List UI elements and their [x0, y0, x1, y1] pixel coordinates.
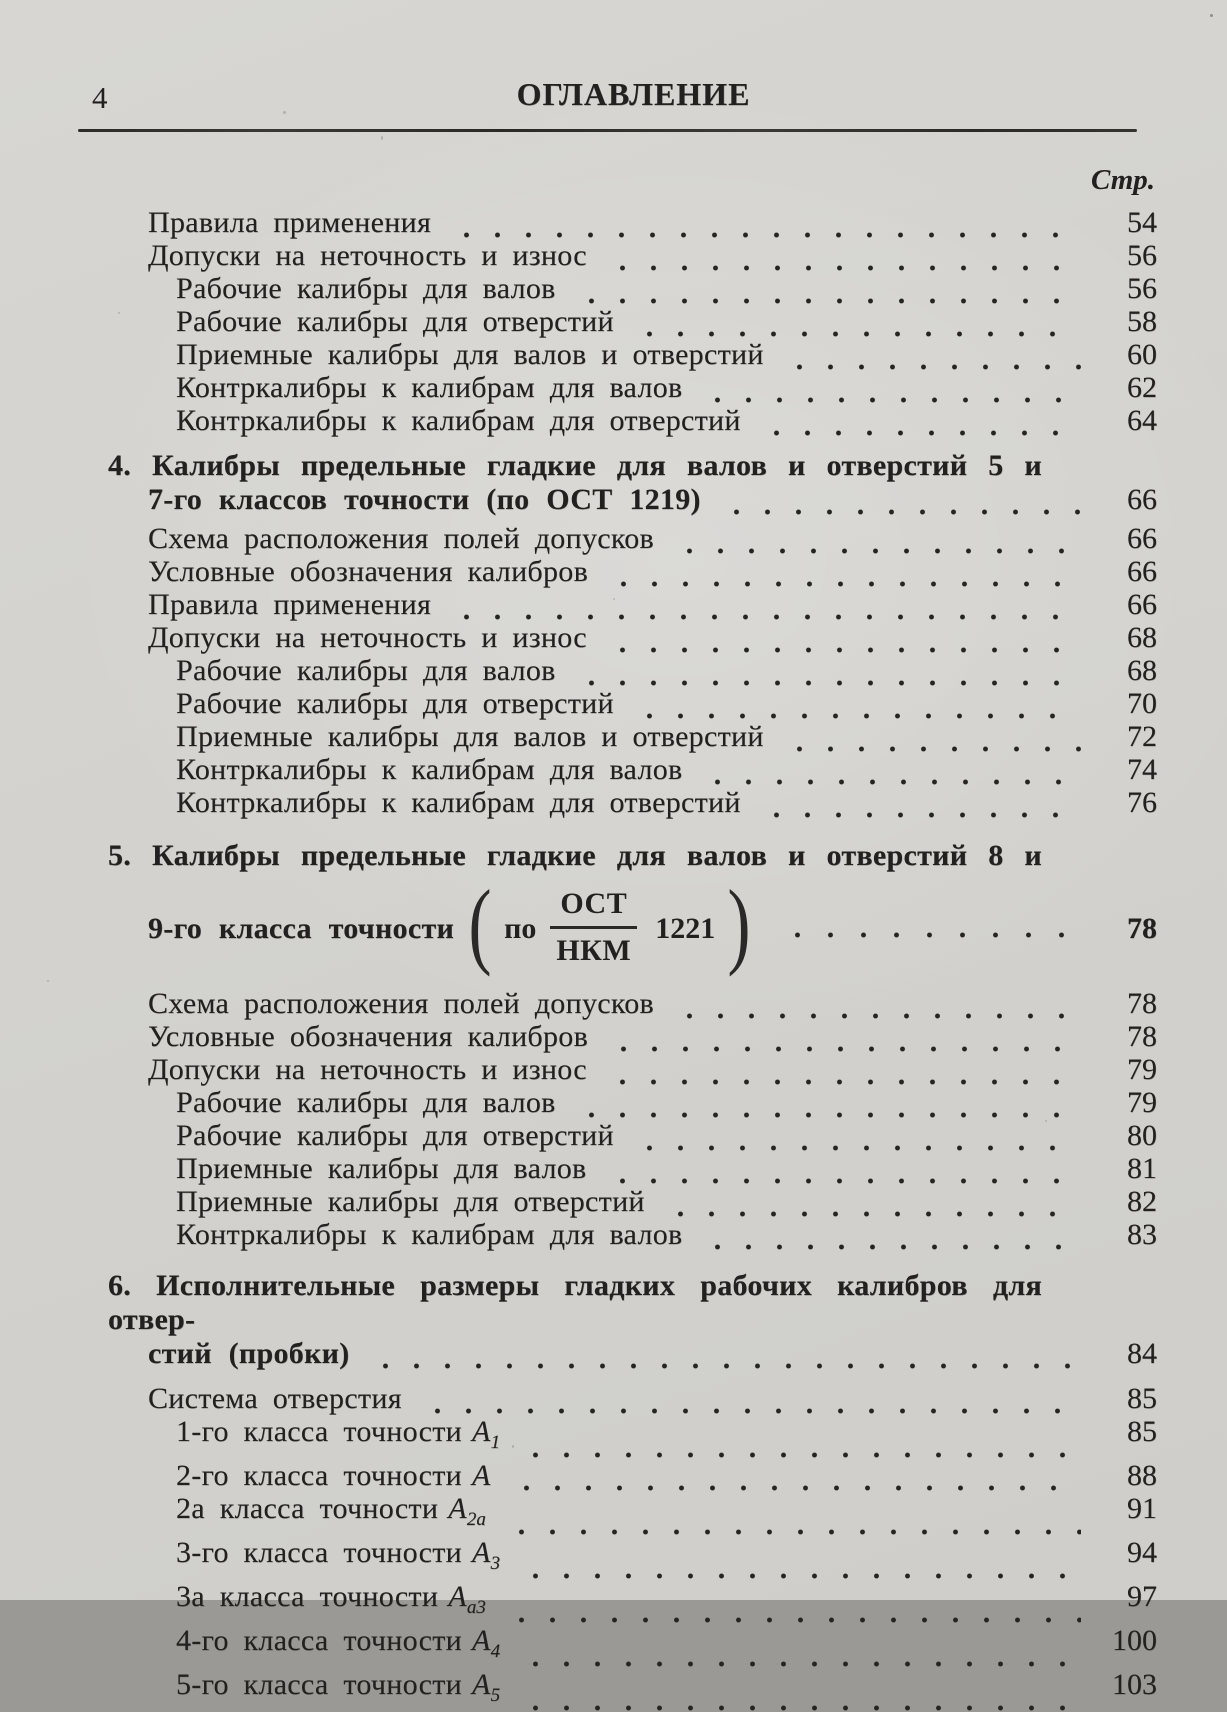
dot-leader: [601, 1158, 1081, 1185]
header-rule: [78, 129, 1137, 132]
toc-entry-label: Схема расположения полей допусков: [148, 987, 654, 1020]
toc-page-number: 68: [1127, 621, 1157, 654]
class-symbol-subscript: 1: [490, 1432, 501, 1453]
close-parenthesis: ): [727, 869, 751, 977]
toc-page-number: 78: [1127, 912, 1157, 945]
dot-leader: [570, 278, 1081, 305]
toc-entry: [0, 987, 1227, 1020]
dot-leader: [696, 377, 1081, 404]
dot-leader: [602, 1026, 1081, 1053]
toc-entry-label: Допуски на неточность и износ: [148, 1053, 587, 1086]
dot-leader: [778, 726, 1081, 753]
standard-number: 1221: [655, 912, 716, 945]
toc-page-number: 97: [1127, 1580, 1157, 1613]
toc-entry-label: Приемные калибры для валов и отверстий: [176, 720, 764, 753]
dot-leader: [601, 245, 1081, 272]
class-symbol: A: [472, 1415, 491, 1448]
dot-leader: [775, 930, 1081, 940]
toc-entry-label: Допуски на неточность и износ: [148, 239, 587, 272]
toc-entry: [0, 720, 1227, 753]
dot-leader: [500, 1597, 1081, 1624]
toc-entry: [0, 371, 1227, 404]
toc-page-number: 83: [1127, 1218, 1157, 1251]
toc-entry: [0, 305, 1227, 338]
fraction-denominator: НКМ: [556, 933, 632, 967]
dot-leader: [696, 1224, 1081, 1251]
toc-entry: [0, 338, 1227, 371]
toc-page-number: 79: [1127, 1086, 1157, 1119]
toc-entry-label: 3а класса точности $A_{a3}$: [176, 1580, 486, 1618]
toc-entry: [0, 1382, 1227, 1415]
toc-entry-label: Контркалибры к калибрам для валов: [176, 1218, 683, 1251]
toc-entry-label: Условные обозначения калибров: [148, 555, 589, 588]
toc-entry-label: Рабочие калибры для валов: [176, 1086, 556, 1119]
toc-page-number: 100: [1112, 1624, 1157, 1657]
dot-leader: [755, 792, 1081, 819]
toc-entry-label: 9-го класса точности: [148, 912, 455, 945]
toc-page-number: 78: [1127, 1020, 1157, 1053]
toc-entry-label: Приемные калибры для валов: [176, 1152, 587, 1185]
toc-entry: [0, 272, 1227, 305]
toc-entry: [0, 483, 1227, 516]
dot-leader: [628, 311, 1081, 338]
toc-entry-label: 1-го класса точности $A_1$: [176, 1415, 501, 1453]
toc-entry: [0, 687, 1227, 720]
dot-leader: [514, 1641, 1081, 1668]
toc-entry: [0, 654, 1227, 687]
toc-entry-label: Приемные калибры для отверстий: [176, 1185, 645, 1218]
toc-entry-label: Условные обозначения калибров: [148, 1020, 589, 1053]
toc-page-number: 76: [1127, 786, 1157, 819]
toc-entry: [0, 1415, 1227, 1459]
toc-page-number: 66: [1127, 555, 1157, 588]
class-symbol: A: [448, 1580, 467, 1613]
toc-entry-label: 2-го класса точности A: [176, 1459, 491, 1492]
dot-leader: [659, 1191, 1081, 1218]
toc-entry: [0, 1624, 1227, 1668]
toc-page-number: 85: [1127, 1415, 1157, 1448]
dot-leader: [416, 1388, 1081, 1415]
toc-entry: [0, 588, 1227, 621]
fraction-numerator: ОСТ: [550, 885, 637, 929]
dot-leader: [778, 344, 1081, 371]
ost-nkm-fraction: [550, 885, 637, 969]
toc-page-number: 68: [1127, 654, 1157, 687]
toc-page-number: 80: [1127, 1119, 1157, 1152]
dot-leader: [755, 410, 1081, 437]
toc-page-number: 54: [1127, 206, 1157, 239]
class-symbol-subscript: a3: [466, 1597, 486, 1618]
toc-entry-label: 2а класса точности $A_{2a}$: [176, 1492, 486, 1530]
dot-leader: [601, 1059, 1081, 1086]
toc-entry-with-fraction: [0, 869, 1227, 983]
dot-leader: [364, 1343, 1081, 1370]
section-heading-line: 6. Исполнительные размеры гладких рабочих калибров для отвер-: [108, 1269, 1042, 1336]
page-title: ОГЛАВЛЕНИЕ: [516, 76, 751, 112]
toc-entry-label: Контркалибры к калибрам для валов: [176, 753, 683, 786]
toc-page-number: 62: [1127, 371, 1157, 404]
toc-entry: [0, 1536, 1227, 1580]
toc-page-number: 88: [1127, 1459, 1157, 1492]
toc-entry-label: Допуски на неточность и износ: [148, 621, 587, 654]
dot-leader: [715, 489, 1081, 516]
dot-leader: [514, 1685, 1081, 1712]
class-symbol: A: [472, 1536, 491, 1569]
section-heading-line: 5. Калибры предельные гладкие для валов и отверстий 8 и: [108, 839, 1042, 872]
toc-page-number: 81: [1127, 1152, 1157, 1185]
dot-leader: [668, 993, 1081, 1020]
toc-entry-label: Контркалибры к калибрам для валов: [176, 371, 683, 404]
dot-leader: [602, 561, 1081, 588]
class-symbol: A: [472, 1459, 491, 1492]
toc-page-number: 72: [1127, 720, 1157, 753]
toc-entry: [0, 1185, 1227, 1218]
toc-page-number: 91: [1127, 1492, 1157, 1525]
toc-entry-label: Рабочие калибры для валов: [176, 272, 556, 305]
toc-entry: [0, 1580, 1227, 1624]
class-symbol: A: [472, 1668, 491, 1701]
toc-page-number: 103: [1112, 1668, 1157, 1701]
toc-entry: [0, 1020, 1227, 1053]
toc-page-number: 84: [1127, 1337, 1157, 1370]
class-symbol-subscript: 2a: [466, 1509, 486, 1530]
dot-leader: [628, 693, 1081, 720]
toc-entry-label: Контркалибры к калибрам для отверстий: [176, 404, 741, 437]
toc-page-number: 70: [1127, 687, 1157, 720]
toc-entry-label: Рабочие калибры для отверстий: [176, 1119, 614, 1152]
dot-leader: [445, 212, 1081, 239]
class-symbol: A: [472, 1624, 491, 1657]
dot-leader: [601, 627, 1081, 654]
toc-entry: [0, 404, 1227, 437]
toc-entry: [0, 1668, 1227, 1712]
toc-entry: [0, 753, 1227, 786]
toc-entry-label: 4-го класса точности $A_4$: [176, 1624, 501, 1662]
toc-entry-label: Приемные калибры для валов и отверстий: [176, 338, 764, 371]
toc-list: [0, 206, 1227, 1712]
toc-page-number: 79: [1127, 1053, 1157, 1086]
toc-entry-label: Схема расположения полей допусков: [148, 522, 654, 555]
toc-page-number: 66: [1127, 588, 1157, 621]
toc-page-number: 66: [1127, 483, 1157, 516]
toc-page-number: 64: [1127, 404, 1157, 437]
dot-leader: [570, 660, 1081, 687]
dot-leader: [500, 1509, 1081, 1536]
dot-leader: [668, 528, 1081, 555]
toc-entry-label: Контркалибры к калибрам для отверстий: [176, 786, 741, 819]
open-parenthesis: (: [468, 869, 492, 977]
dot-leader: [628, 1125, 1081, 1152]
toc-page-number: 60: [1127, 338, 1157, 371]
class-symbol: A: [448, 1492, 467, 1525]
toc-entry: [0, 206, 1227, 239]
toc-entry: [0, 1053, 1227, 1086]
toc-entry-label: стий (пробки): [148, 1337, 350, 1370]
toc-page-number: 78: [1127, 987, 1157, 1020]
class-symbol-subscript: 3: [490, 1553, 501, 1574]
toc-page-number: 56: [1127, 272, 1157, 305]
toc-entry-label: Рабочие калибры для валов: [176, 654, 556, 687]
toc-entry-label: 3-го класса точности $A_3$: [176, 1536, 501, 1574]
toc-page-number: 82: [1127, 1185, 1157, 1218]
toc-entry-label: 7-го классов точности (по ОСТ 1219): [148, 483, 701, 516]
toc-entry: [0, 522, 1227, 555]
dot-leader: [514, 1432, 1081, 1459]
toc-page-number: 56: [1127, 239, 1157, 272]
toc-entry: [0, 786, 1227, 819]
page-column-header: Стр.: [1090, 164, 1155, 196]
toc-entry: [0, 555, 1227, 588]
toc-entry-label: Правила применения: [148, 588, 432, 621]
toc-page-number: 74: [1127, 753, 1157, 786]
toc-entry: [0, 1492, 1227, 1536]
toc-page-number: 58: [1127, 305, 1157, 338]
toc-entry-label: Правила применения: [148, 206, 432, 239]
toc-page-number: 66: [1127, 522, 1157, 555]
toc-entry: [0, 1337, 1227, 1370]
dot-leader: [514, 1553, 1081, 1580]
toc-entry: [0, 1119, 1227, 1152]
page-number: 4: [92, 80, 108, 115]
dot-leader: [505, 1465, 1081, 1492]
toc-entry: [0, 1459, 1227, 1492]
toc-entry: [0, 239, 1227, 272]
class-symbol-subscript: 5: [490, 1685, 501, 1706]
class-symbol-subscript: 4: [490, 1641, 501, 1662]
section-heading-line: 4. Калибры предельные гладкие для валов и отверстий 5 и: [108, 449, 1042, 482]
dot-leader: [445, 594, 1081, 621]
toc-entry-label: Рабочие калибры для отверстий: [176, 305, 614, 338]
fraction-prefix: по: [504, 912, 537, 945]
toc-entry-label: Система отверстия: [148, 1382, 402, 1415]
dot-leader: [696, 759, 1081, 786]
toc-entry: [0, 1086, 1227, 1119]
toc-entry-label: 5-го класса точности $A_5$: [176, 1668, 501, 1706]
toc-entry: [0, 621, 1227, 654]
toc-entry-label: Рабочие калибры для отверстий: [176, 687, 614, 720]
toc-page-number: 85: [1127, 1382, 1157, 1415]
dot-leader: [570, 1092, 1081, 1119]
toc-page-number: 94: [1127, 1536, 1157, 1569]
toc-entry: [0, 1152, 1227, 1185]
toc-entry: [0, 1218, 1227, 1251]
